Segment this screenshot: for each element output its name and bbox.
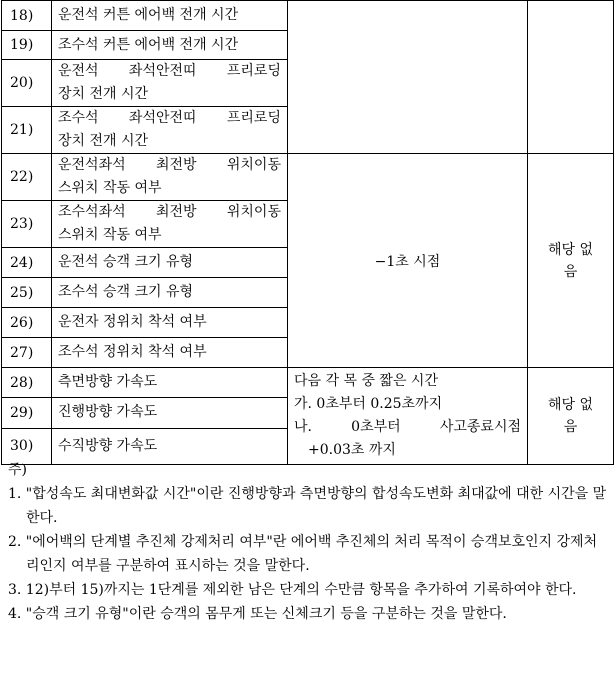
row-item: 조수석 승객 크기 유형 bbox=[52, 278, 288, 308]
row-number: 20) bbox=[2, 60, 52, 107]
note-item: 4. "승객 크기 유형"이란 승객의 몸무게 또는 신체크기 등을 구분하는 것을 말한다. bbox=[8, 606, 507, 622]
row-number: 23) bbox=[2, 201, 52, 248]
na-line: 음 bbox=[563, 263, 578, 280]
row-number: 28) bbox=[2, 368, 52, 398]
notes-section bbox=[8, 458, 608, 626]
note-item: 3. 12)부터 15)까지는 1단계를 제외한 남은 단계의 수만큼 항목을 추가하여 기록하여야 한다. bbox=[8, 582, 577, 598]
row-item bbox=[52, 154, 288, 201]
na-cell-empty bbox=[528, 1, 614, 154]
row-item-line: 장치 전개 시간 bbox=[58, 86, 149, 102]
na-cell bbox=[528, 368, 614, 465]
row-item-line: 운전석좌석 최전방 위치이동 bbox=[58, 157, 281, 173]
row-item-line: 조수석좌석 최전방 위치이동 bbox=[58, 204, 281, 220]
row-item: 운전자 정위치 착석 여부 bbox=[52, 308, 288, 338]
row-number: 22) bbox=[2, 154, 52, 201]
na-line: 해당 없 bbox=[547, 241, 594, 258]
row-item-line: 조수석 좌석안전띠 프리로딩 bbox=[58, 110, 281, 126]
row-item bbox=[52, 201, 288, 248]
row-item bbox=[52, 60, 288, 107]
row-item: 조수석 커튼 에어백 전개 시간 bbox=[52, 31, 288, 60]
row-number: 26) bbox=[2, 308, 52, 338]
time-line: 나. 0초부터 사고종료시점 bbox=[294, 419, 521, 435]
na-line: 음 bbox=[563, 419, 578, 435]
time-cell-minus-one: −1초 시점 bbox=[288, 154, 528, 368]
row-number: 18) bbox=[2, 1, 52, 31]
note-item: 1. "합성속도 최대변화값 시간"이란 진행방향과 측면방향의 합성속도변화 최대값에 대한 시간을 말한다. bbox=[8, 486, 607, 526]
time-cell-empty bbox=[288, 1, 528, 154]
row-item: 진행방향 가속도 bbox=[52, 398, 288, 428]
table-row bbox=[2, 154, 614, 201]
row-item-line: 장치 전개 시간 bbox=[58, 133, 149, 149]
na-line: 해당 없 bbox=[547, 397, 594, 413]
row-number: 27) bbox=[2, 338, 52, 368]
data-table bbox=[1, 0, 614, 465]
note-item: 2. "에어백의 단계별 추진체 강제처리 여부"란 에어백 추진체의 처리 목적이 승객보호인지 강제처리인지 여부를 구분하여 표시하는 것을 말한다. bbox=[8, 534, 598, 574]
row-item: 조수석 정위치 착석 여부 bbox=[52, 338, 288, 368]
na-cell bbox=[528, 154, 614, 368]
row-item: 수직방향 가속도 bbox=[52, 428, 288, 464]
row-number: 19) bbox=[2, 31, 52, 60]
table-row bbox=[2, 1, 614, 31]
row-item bbox=[52, 107, 288, 154]
row-item-line: 스위치 작동 여부 bbox=[58, 227, 162, 243]
row-number: 24) bbox=[2, 248, 52, 278]
row-item-line: 운전석 좌석안전띠 프리로딩 bbox=[58, 63, 281, 79]
time-line: 가. 0초부터 0.25초까지 bbox=[294, 396, 443, 412]
row-item: 운전석 승객 크기 유형 bbox=[52, 248, 288, 278]
row-number: 25) bbox=[2, 278, 52, 308]
row-item: 측면방향 가속도 bbox=[52, 368, 288, 398]
row-item: 운전석 커튼 에어백 전개 시간 bbox=[52, 1, 288, 31]
row-item-line: 스위치 작동 여부 bbox=[58, 180, 162, 196]
notes-label: 주) bbox=[8, 462, 27, 478]
row-number: 29) bbox=[2, 398, 52, 428]
time-line: +0.03초 까지 bbox=[308, 442, 396, 458]
time-cell-accel bbox=[288, 368, 528, 465]
row-number: 30) bbox=[2, 428, 52, 464]
time-line: 다음 각 목 중 짧은 시간 bbox=[294, 373, 438, 389]
row-number: 21) bbox=[2, 107, 52, 154]
table-row bbox=[2, 368, 614, 398]
